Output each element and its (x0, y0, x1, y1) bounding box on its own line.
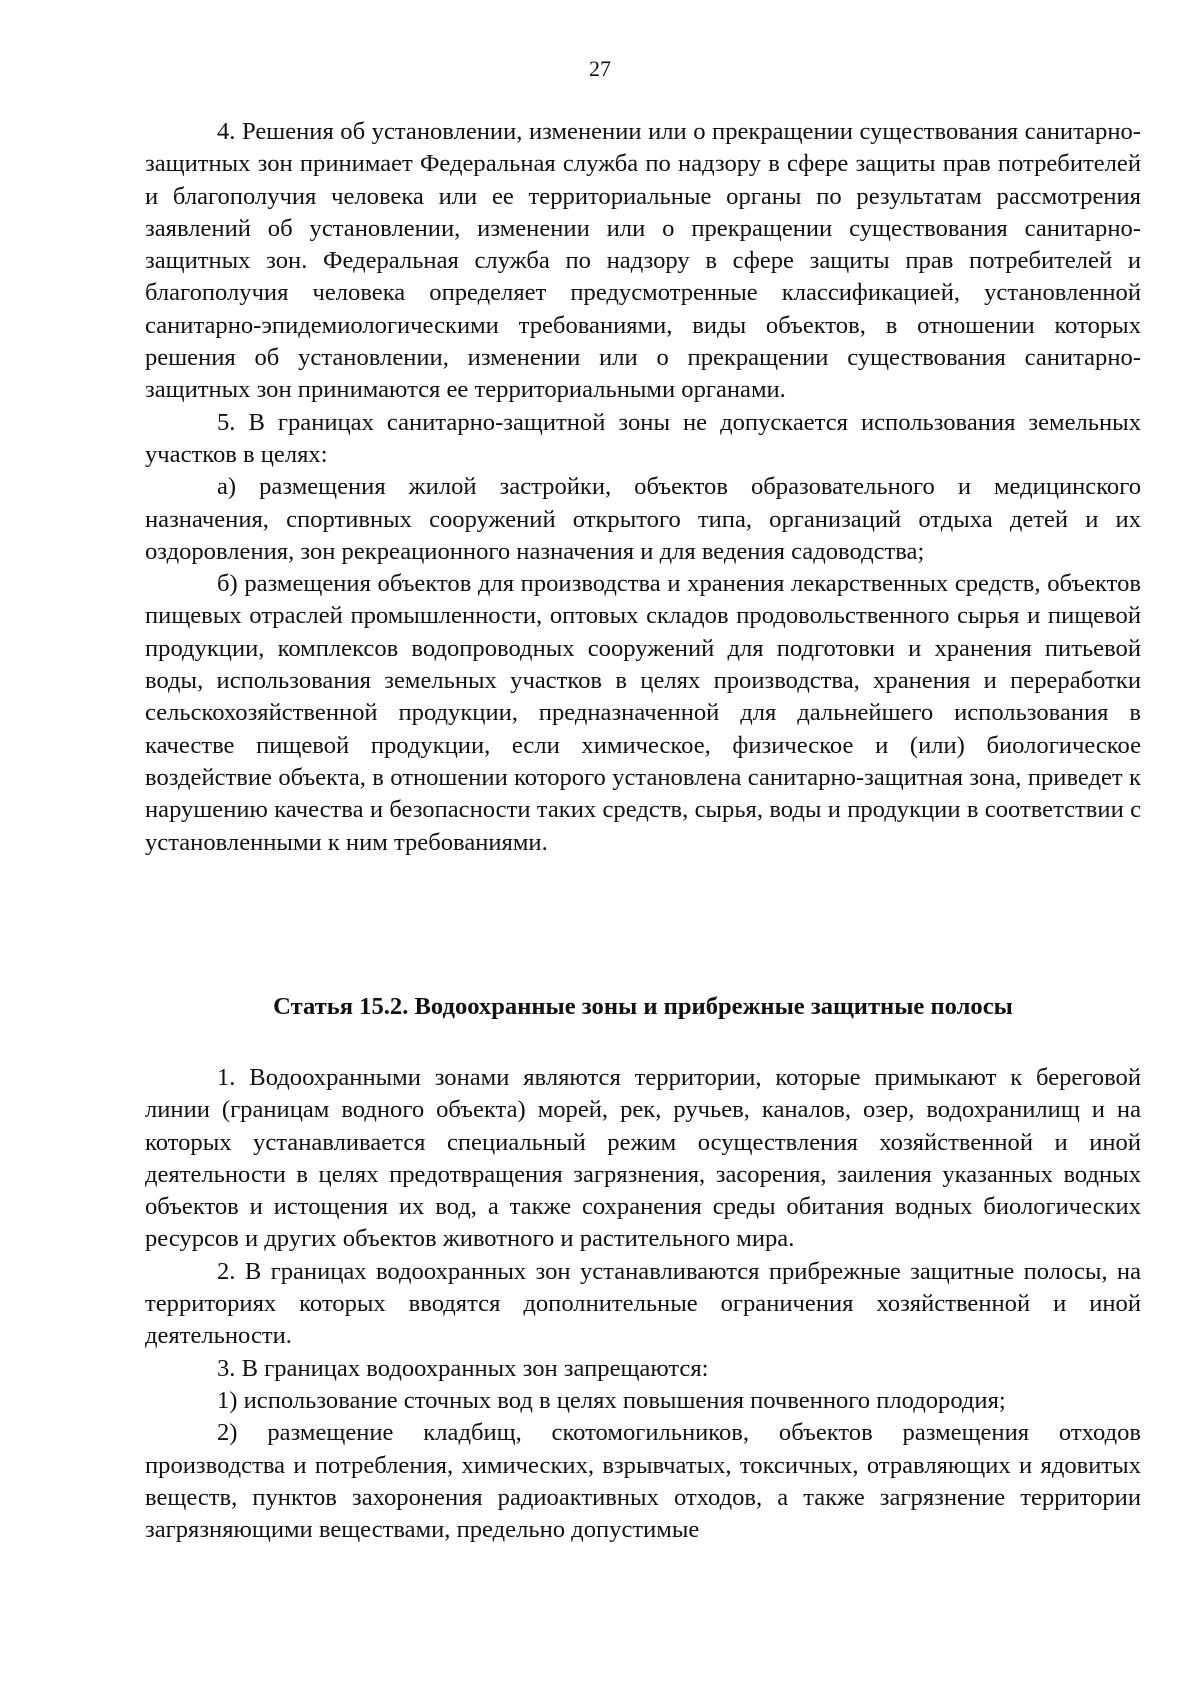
paragraph-5-restrictions: 5. В границах санитарно-защитной зоны не допускается использования земельных участков в целях: (145, 408, 1141, 468)
paragraph-3-prohibitions: 3. В границах водоохранных зон запрещаются: (217, 1354, 709, 1382)
article-15-2-body (145, 1062, 1141, 1546)
subparagraph-a: а) размещения жилой застройки, объектов образовательного и медицинского назначения, спортивных сооружений открытого типа, организаций отдыха детей и их оздоровления, зон рекреационного назначения и для ведения садоводства; (145, 473, 1141, 565)
prohibition-item-2: 2) размещение кладбищ, скотомогильников, объектов размещения отходов производства и потребления, химических, взрывчатых, токсичных, отравляющих и ядовитых веществ, пунктов захоронения радиоактивных отходов, а также загрязнение территории загрязняющими веществами, предельно допустимые (145, 1419, 1141, 1544)
article-15-2-heading: Статья 15.2. Водоохранные зоны и прибрежные защитные полосы (273, 993, 1013, 1020)
paragraph-4-decisions: 4. Решения об установлении, изменении или о прекращении существования санитарно-защитных зон принимает Федеральная служба по надзору в сфере защиты прав потребителей и благополучия человека или ее территориальные органы по результатам рассмотрения заявлений об установлении, изменении или о прекращении существования санитарно-защитных зон. Федеральная служба по надзору в сфере защиты прав потребителей и благополучия человека определяет предусмотренные классификацией, установленной санитарно-эпидемиологическими требованиями, виды объектов, в отношении которых решения об установлении, изменении или о прекращении существования санитарно-защитных зон принимаются ее территориальными органами. (145, 118, 1141, 404)
article-15-1-continuation (145, 116, 1141, 859)
page-number: 27 (589, 56, 611, 81)
subparagraph-b: б) размещения объектов для производства и хранения лекарственных средств, объектов пищевых отраслей промышленности, оптовых складов продовольственного сырья и пищевой продукции, комплексов водопроводных сооружений для подготовки и хранения питьевой воды, использования земельных участков в целях производства, хранения и переработки сельскохозяйственной продукции, предназначенной для дальнейшего использования в качестве пищевой продукции, если химическое, физическое и (или) биологическое воздействие объекта, в отношении которого установлена санитарно-защитная зона, приведет к нарушению качества и безопасности таких средств, сырья, воды и продукции в соответствии с установленными к ним требованиями. (145, 570, 1141, 856)
prohibition-item-1: 1) использование сточных вод в целях повышения почвенного плодородия; (217, 1386, 1006, 1414)
paragraph-2-coastal-strips: 2. В границах водоохранных зон устанавливаются прибрежные защитные полосы, на территориях которых вводятся дополнительные ограничения хозяйственной и иной деятельности. (145, 1257, 1141, 1350)
paragraph-1-water-protection-zones: 1. Водоохранными зонами являются территории, которые примыкают к береговой линии (границам водного объекта) морей, рек, ручьев, каналов, озер, водохранилищ и на которых устанавливается специальный режим осуществления хозяйственной и иной деятельности в целях предотвращения загрязнения, засорения, заиления указанных водных объектов и истощения их вод, а также сохранения среды обитания водных биологических ресурсов и других объектов животного и растительного мира. (145, 1064, 1141, 1253)
